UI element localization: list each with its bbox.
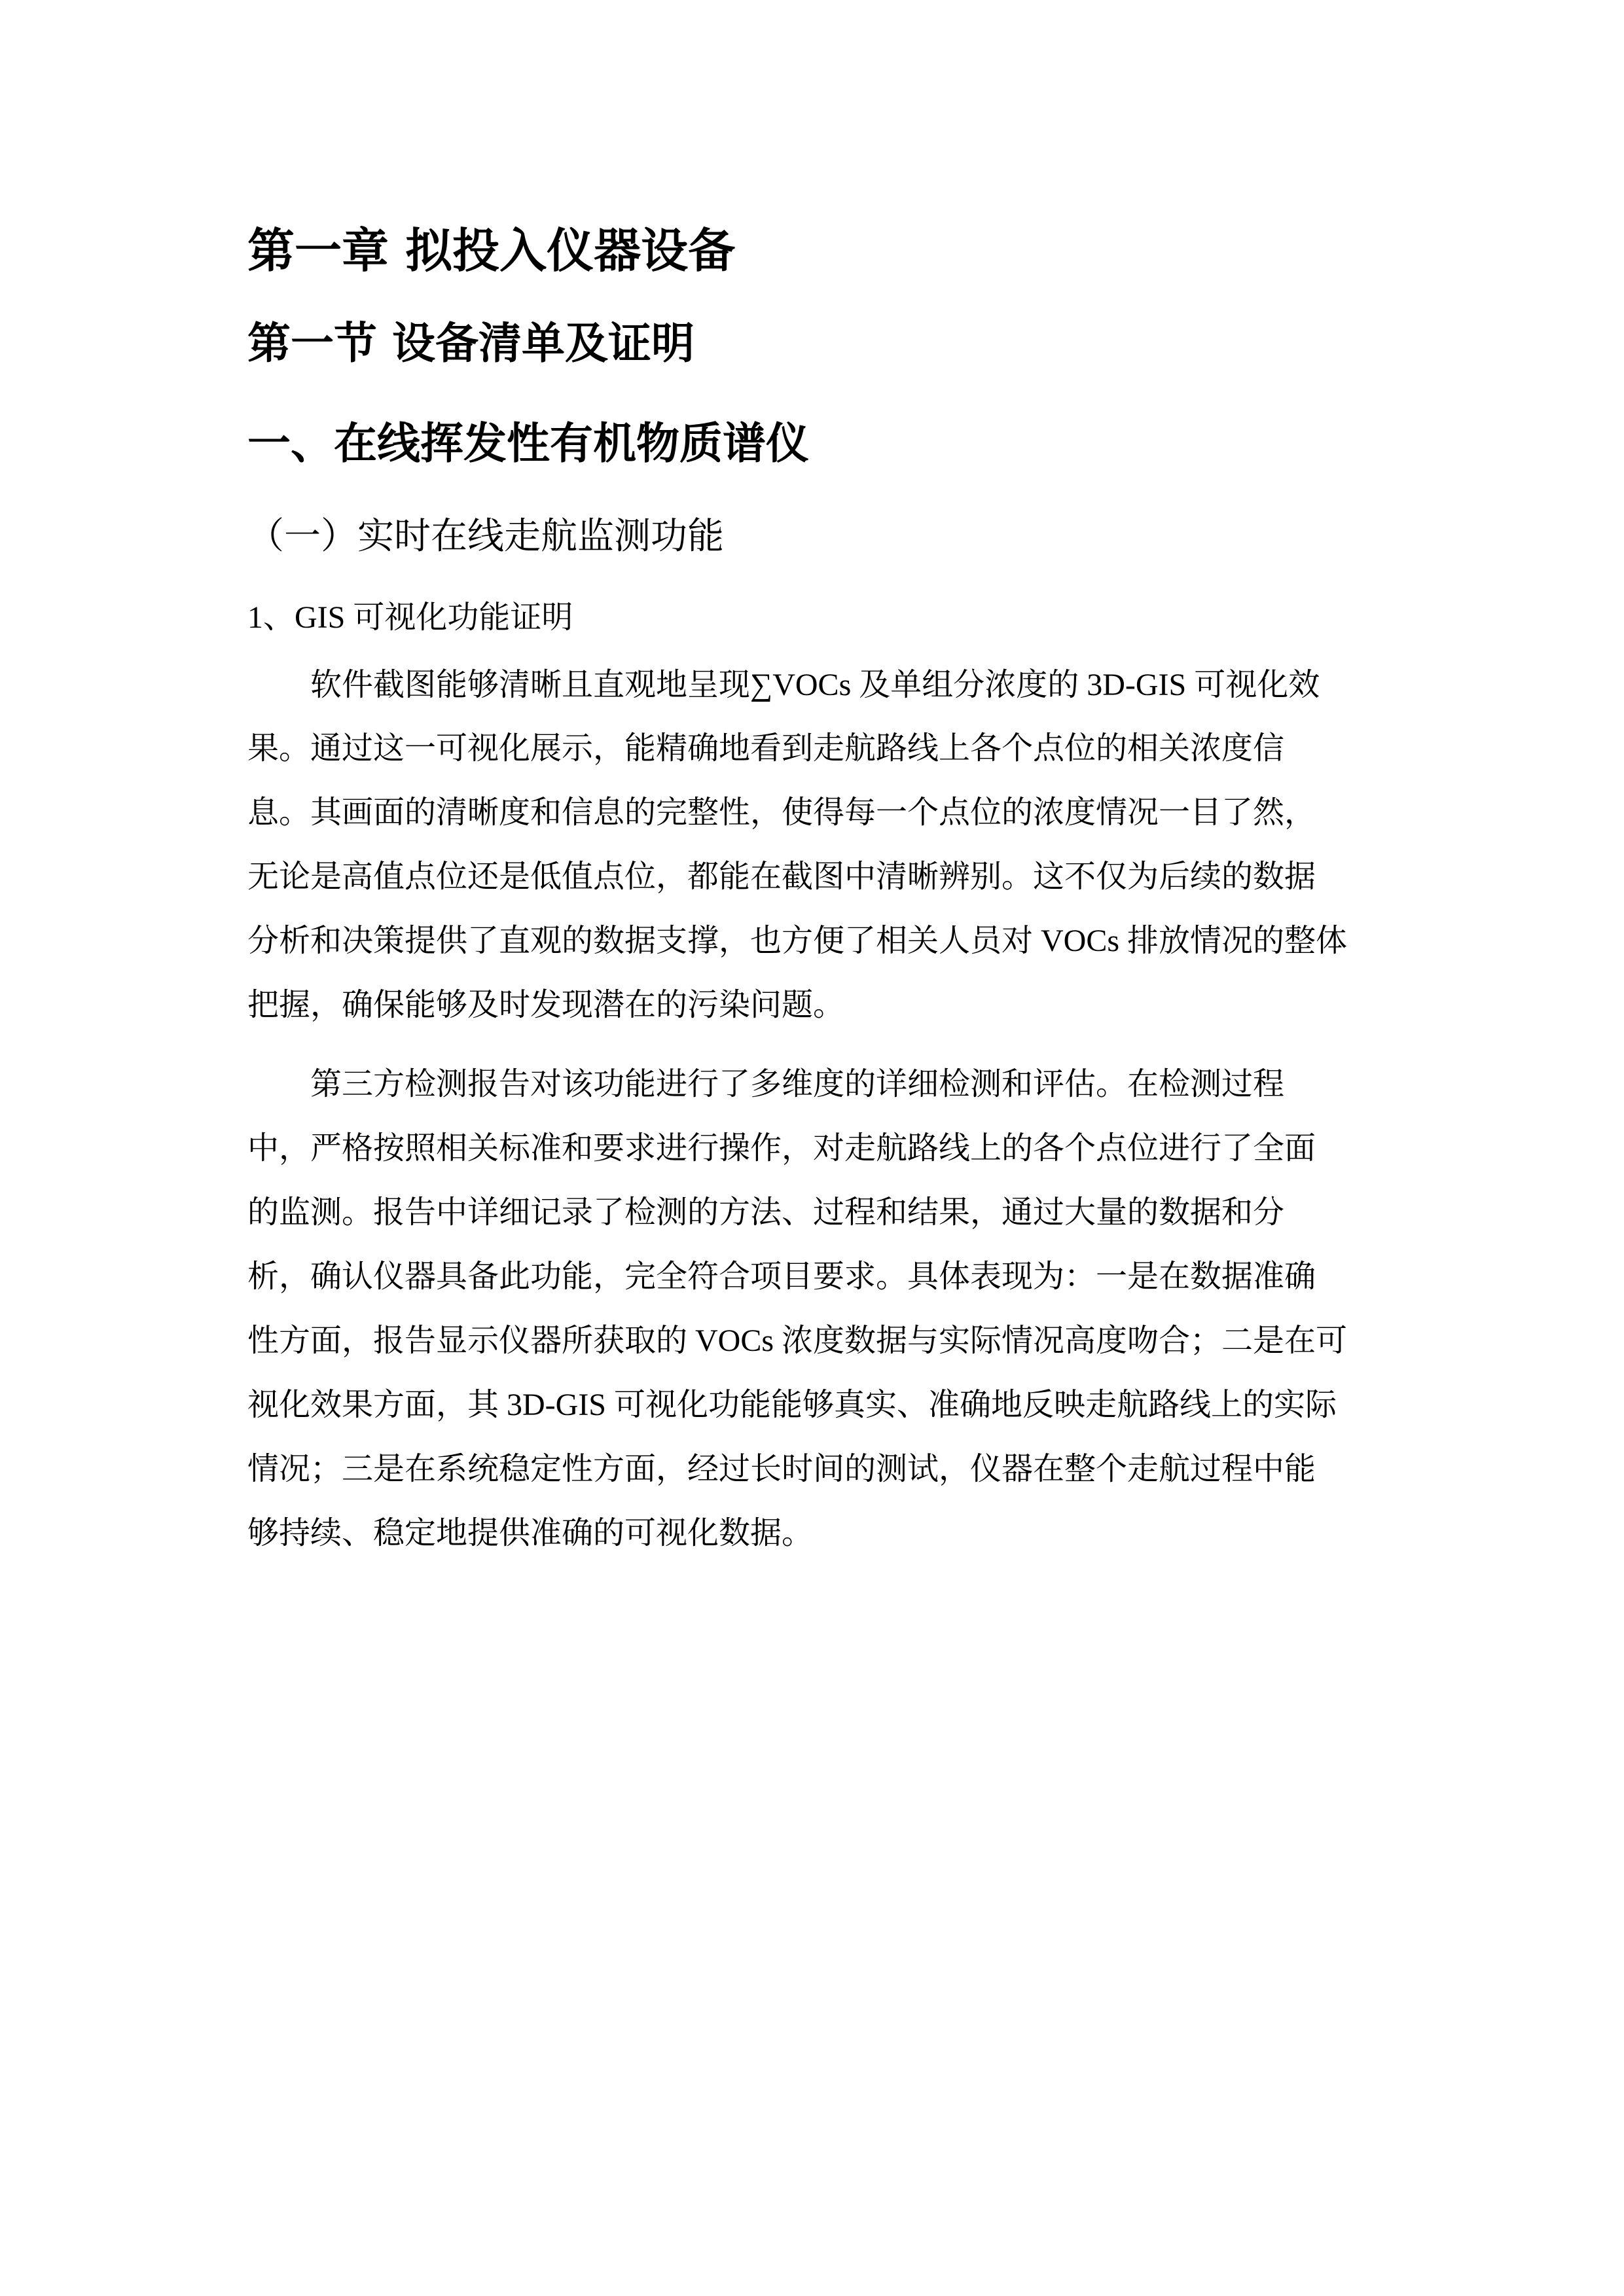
chapter-title: 第一章 拟投入仪器设备: [247, 223, 736, 278]
paragraph-line: 息。其画面的清晰度和信息的完整性，使得每一个点位的浓度情况一目了然，: [247, 795, 1316, 830]
paragraph-line: 情况；三是在系统稳定性方面，经过长时间的测试，仪器在整个走航过程中能: [247, 1452, 1316, 1486]
paragraph-line: 性方面，报告显示仪器所获取的 VOCs 浓度数据与实际情况高度吻合；二是在可: [247, 1323, 1348, 1358]
paragraph-line: 析，确认仪器具备此功能，完全符合项目要求。具体表现为：一是在数据准确: [247, 1259, 1316, 1294]
paragraph-line: 无论是高值点位还是低值点位，都能在截图中清晰辨别。这不仅为后续的数据: [247, 859, 1316, 894]
section-title: 第一节 设备清单及证明: [247, 318, 695, 368]
paragraph-line: 第三方检测报告对该功能进行了多维度的详细检测和评估。在检测过程: [310, 1067, 1285, 1102]
paragraph-line: 视化效果方面，其 3D-GIS 可视化功能能够真实、准确地反映走航路线上的实际: [247, 1388, 1337, 1422]
paragraph-line: 中，严格按照相关标准和要求进行操作，对走航路线上的各个点位进行了全面: [247, 1131, 1316, 1166]
paragraph-line: 分析和决策提供了直观的数据支撑，也方便了相关人员对 VOCs 排放情况的整体: [247, 924, 1348, 958]
subitem-title: 1、GIS 可视化功能证明: [247, 600, 573, 635]
paragraph-line: 把握，确保能够及时发现潜在的污染问题。: [247, 988, 845, 1022]
paragraph-line: 果。通过这一可视化展示，能精确地看到走航路线上各个点位的相关浓度信: [247, 731, 1285, 766]
subsection-title: 一、在线挥发性有机物质谱仪: [247, 418, 809, 469]
paragraph-line: 够持续、稳定地提供准确的可视化数据。: [247, 1516, 814, 1551]
paragraph-line: 软件截图能够清晰且直观地呈现∑VOCs 及单组分浓度的 3D-GIS 可视化效: [310, 668, 1320, 702]
paragraph-line: 的监测。报告中详细记录了检测的方法、过程和结果，通过大量的数据和分: [247, 1195, 1285, 1230]
item-title: （一）实时在线走航监测功能: [247, 516, 724, 557]
